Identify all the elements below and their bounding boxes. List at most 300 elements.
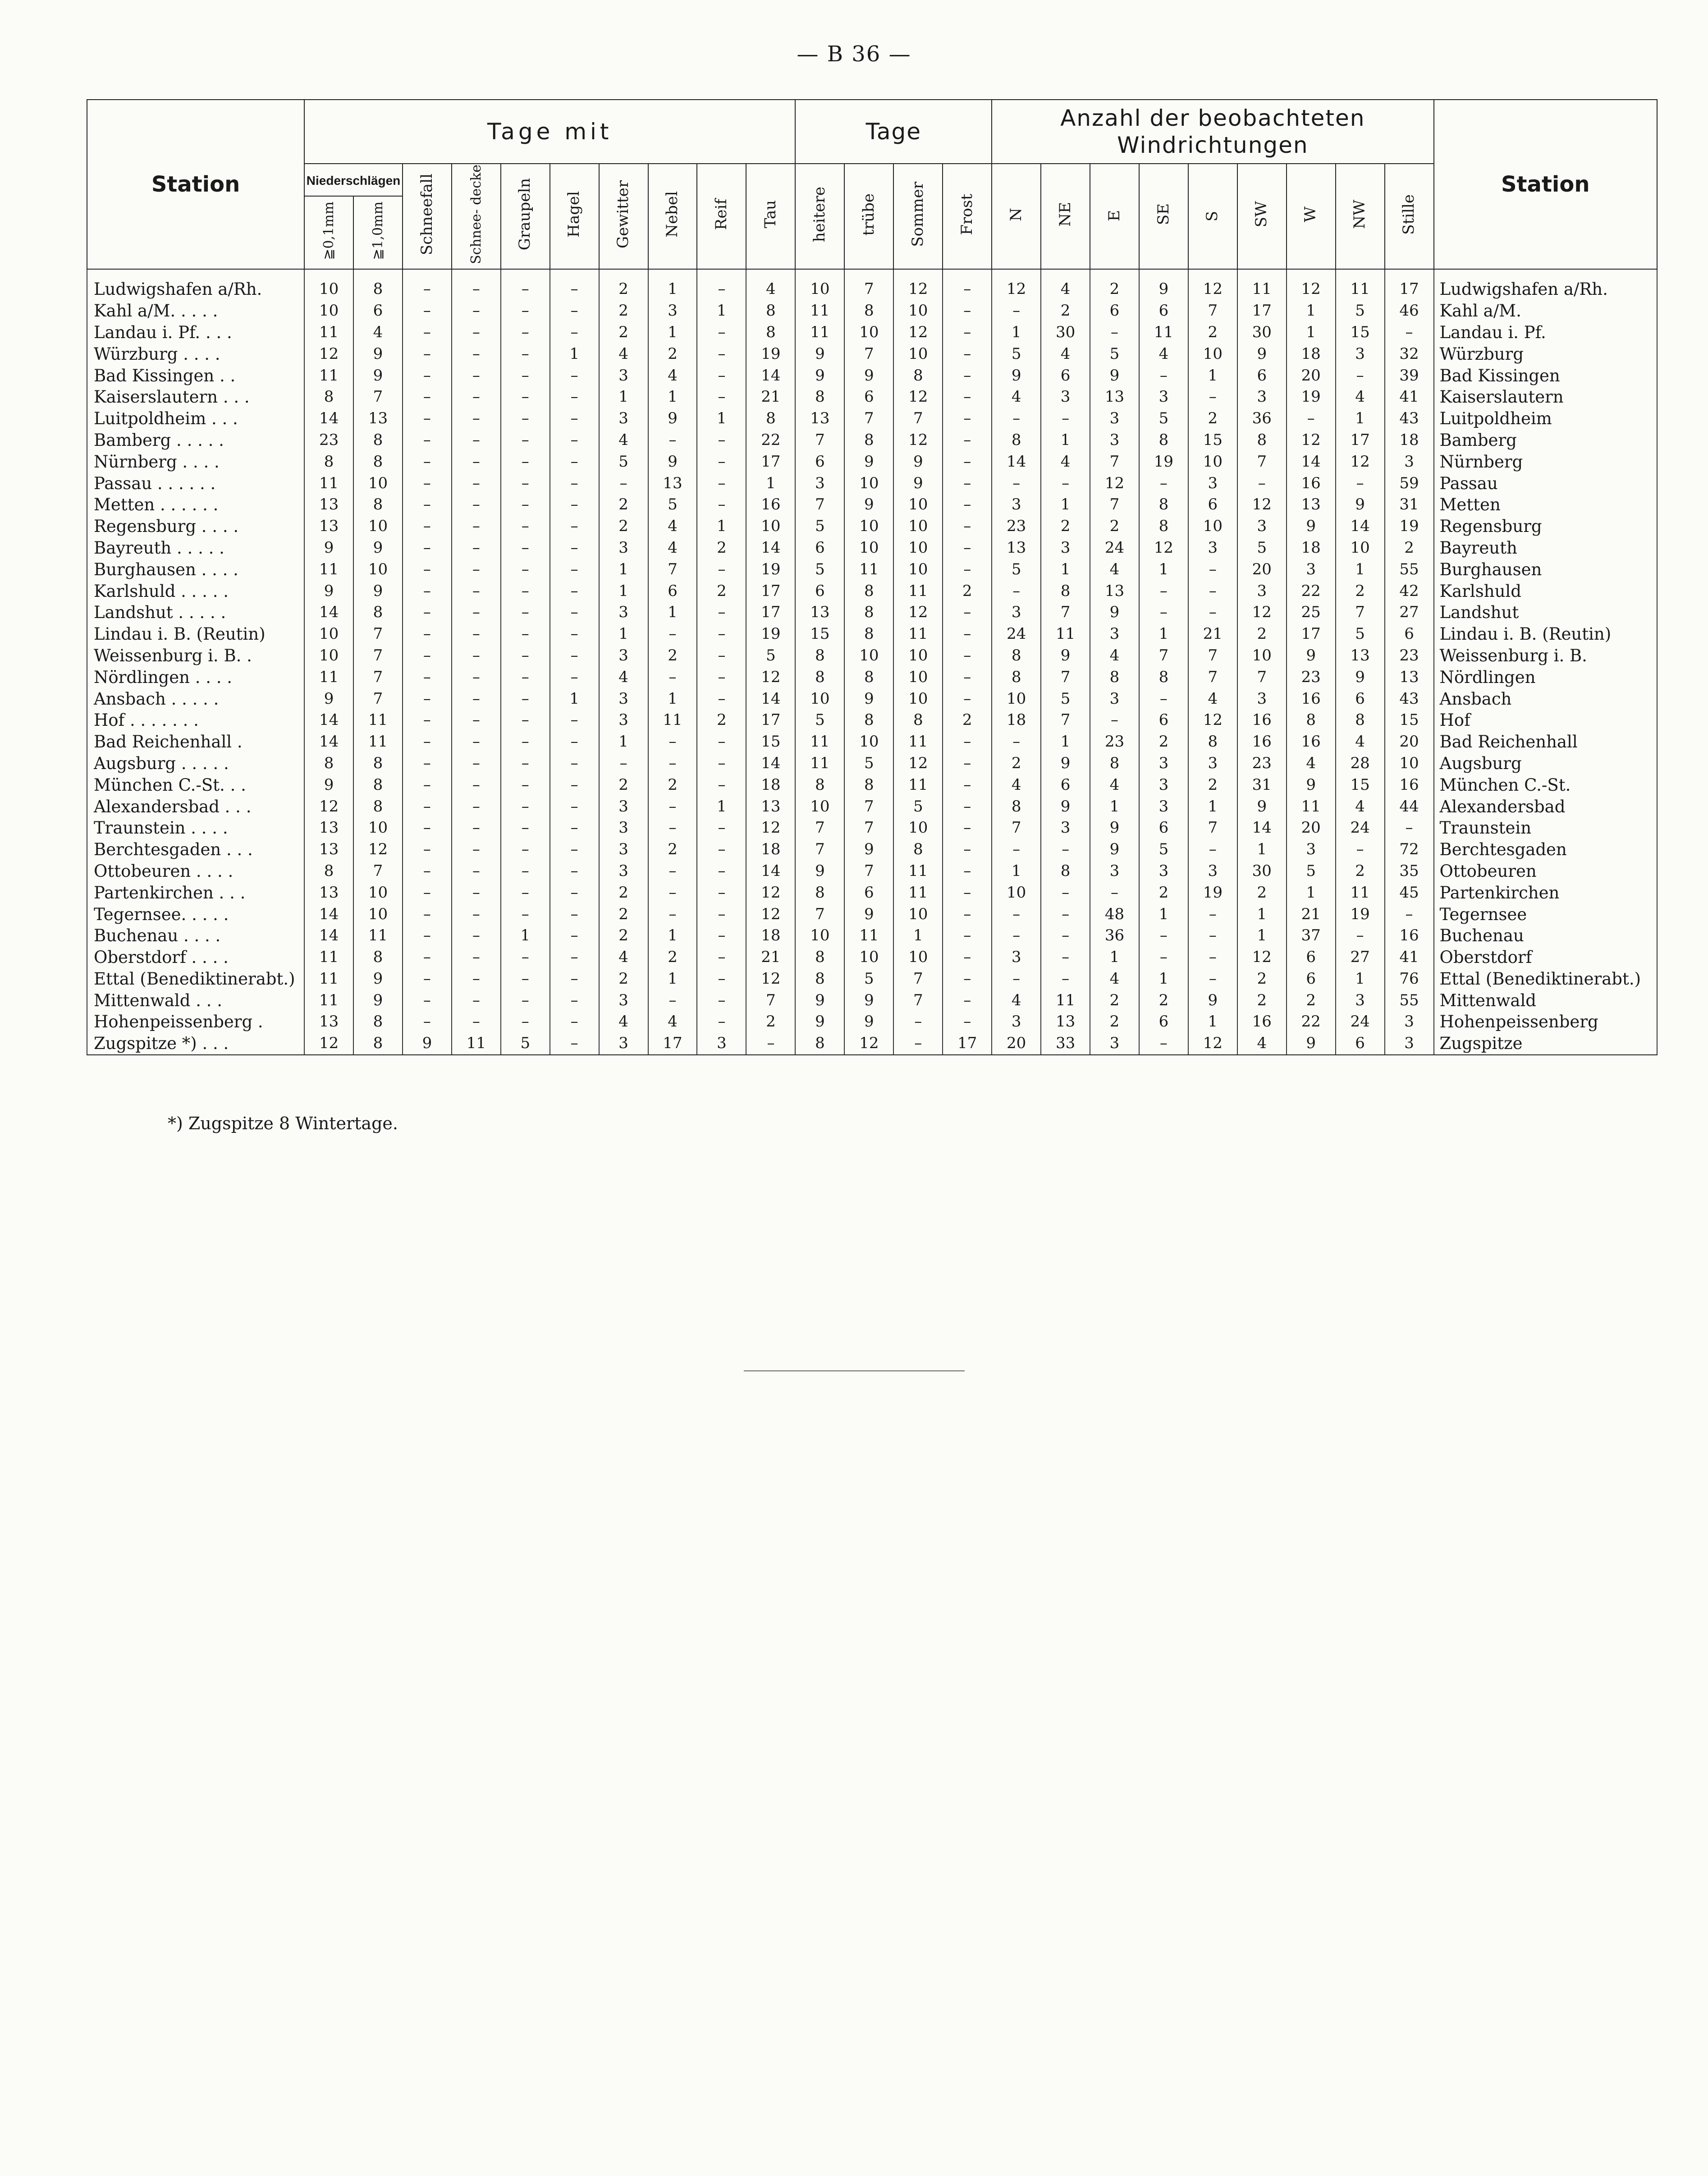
table-cell: 1 — [599, 580, 648, 602]
table-cell: 4 — [599, 430, 648, 451]
table-cell: 72 — [1385, 839, 1434, 861]
table-cell: 2 — [1041, 300, 1090, 322]
table-cell: – — [697, 903, 746, 925]
station-name-right: Tegernsee — [1434, 903, 1657, 925]
table-cell: – — [501, 796, 550, 817]
table-cell: – — [943, 602, 992, 623]
table-cell: 11 — [893, 731, 943, 753]
table-cell: 2 — [1090, 516, 1139, 537]
table-cell: 8 — [304, 386, 353, 408]
table-cell: 23 — [304, 430, 353, 451]
table-cell: 6 — [1287, 968, 1336, 990]
station-name: Bad Kissingen . . — [87, 365, 304, 386]
table-cell: 3 — [599, 602, 648, 623]
station-name: Nürnberg . . . . — [87, 451, 304, 472]
table-cell: 8 — [992, 430, 1041, 451]
table-cell: 3 — [1237, 580, 1287, 602]
table-cell: 2 — [1090, 1011, 1139, 1033]
table-row — [87, 753, 1657, 774]
table-cell: – — [501, 839, 550, 861]
table-cell: 43 — [1385, 408, 1434, 430]
table-cell: 17 — [943, 1033, 992, 1055]
table-cell: – — [992, 408, 1041, 430]
station-name-right: Bad Reichenhall — [1434, 731, 1657, 753]
table-cell: 15 — [1336, 322, 1385, 344]
table-cell: 24 — [1336, 1011, 1385, 1033]
station-name: Burghausen . . . . — [87, 559, 304, 580]
table-cell: 10 — [353, 559, 403, 580]
table-cell: 11 — [1287, 796, 1336, 817]
table-cell: – — [550, 1033, 599, 1055]
table-cell: 10 — [1336, 537, 1385, 559]
table-cell: 21 — [1287, 903, 1336, 925]
table-cell: 8 — [1139, 666, 1188, 688]
table-cell: 17 — [1336, 430, 1385, 451]
table-cell: 1 — [1041, 731, 1090, 753]
table-cell: 7 — [1041, 710, 1090, 731]
table-cell: – — [550, 322, 599, 344]
table-row — [87, 451, 1657, 472]
table-cell: 6 — [1041, 774, 1090, 796]
table-cell: 45 — [1385, 882, 1434, 903]
table-cell: 9 — [1237, 796, 1287, 817]
table-cell: 23 — [1237, 753, 1287, 774]
table-cell: 13 — [1041, 1011, 1090, 1033]
table-cell: 12 — [893, 322, 943, 344]
table-cell: 12 — [1237, 602, 1287, 623]
table-cell: 8 — [746, 300, 795, 322]
table-row — [87, 1011, 1657, 1033]
table-cell: 10 — [893, 494, 943, 516]
table-cell: 19 — [1385, 516, 1434, 537]
table-cell: – — [452, 903, 501, 925]
table-cell: – — [452, 300, 501, 322]
table-row — [87, 559, 1657, 580]
table-cell: 7 — [353, 666, 403, 688]
table-cell: 4 — [1287, 753, 1336, 774]
table-cell: 8 — [844, 300, 893, 322]
table-cell: 16 — [1237, 1011, 1287, 1033]
table-cell: 1 — [746, 472, 795, 494]
table-cell: – — [501, 300, 550, 322]
table-cell: – — [403, 666, 452, 688]
table-cell: – — [992, 968, 1041, 990]
table-cell: 4 — [648, 1011, 697, 1033]
table-cell: – — [501, 947, 550, 968]
table-cell: – — [1237, 472, 1287, 494]
table-cell: 12 — [992, 269, 1041, 300]
table-cell: 12 — [893, 753, 943, 774]
table-cell: 3 — [697, 1033, 746, 1055]
table-cell: – — [403, 925, 452, 947]
table-cell: 2 — [992, 753, 1041, 774]
station-name-right: Traunstein — [1434, 817, 1657, 839]
page-number: — B 36 — — [797, 41, 911, 67]
table-cell: 8 — [1041, 580, 1090, 602]
table-cell: 12 — [1237, 494, 1287, 516]
table-cell: – — [697, 365, 746, 386]
table-cell: – — [1041, 408, 1090, 430]
table-cell: – — [1139, 947, 1188, 968]
station-name-right: Bad Kissingen — [1434, 365, 1657, 386]
table-cell: – — [501, 537, 550, 559]
table-cell: 2 — [943, 710, 992, 731]
table-cell: 9 — [1336, 494, 1385, 516]
table-cell: 5 — [1336, 623, 1385, 645]
table-cell: 2 — [1287, 990, 1336, 1011]
heitere-header: heitere — [795, 164, 844, 269]
table-cell: – — [1336, 839, 1385, 861]
table-cell: – — [550, 451, 599, 472]
table-cell: 13 — [304, 882, 353, 903]
table-row — [87, 903, 1657, 925]
table-cell: 9 — [1090, 839, 1139, 861]
table-cell: 14 — [746, 365, 795, 386]
table-cell: 10 — [893, 903, 943, 925]
table-cell: – — [501, 753, 550, 774]
table-cell: 20 — [992, 1033, 1041, 1055]
table-cell: – — [697, 688, 746, 710]
table-cell: 2 — [1237, 990, 1287, 1011]
table-cell: – — [697, 451, 746, 472]
table-cell: 13 — [304, 839, 353, 861]
table-cell: 14 — [1336, 516, 1385, 537]
table-cell: – — [943, 516, 992, 537]
table-row — [87, 472, 1657, 494]
table-cell: 6 — [795, 451, 844, 472]
table-cell: 9 — [844, 839, 893, 861]
station-header-left: Station — [87, 100, 304, 269]
station-name-right: Weissenburg i. B. — [1434, 645, 1657, 667]
table-cell: – — [943, 990, 992, 1011]
table-cell: 5 — [1237, 537, 1287, 559]
station-name: München C.-St. . . — [87, 774, 304, 796]
table-cell: 1 — [697, 796, 746, 817]
table-cell: 1 — [1237, 839, 1287, 861]
table-cell: 6 — [1336, 688, 1385, 710]
table-cell: 2 — [648, 343, 697, 365]
station-name-right: Landau i. Pf. — [1434, 322, 1657, 344]
table-cell: 3 — [1090, 408, 1139, 430]
table-cell: 9 — [1041, 796, 1090, 817]
table-cell: 8 — [1139, 430, 1188, 451]
table-cell: 2 — [648, 947, 697, 968]
gewitter-header: Gewitter — [599, 164, 648, 269]
table-cell: 1 — [1139, 559, 1188, 580]
table-cell: 7 — [844, 796, 893, 817]
station-name: Regensburg . . . . — [87, 516, 304, 537]
table-cell: 9 — [353, 968, 403, 990]
table-cell: 10 — [304, 623, 353, 645]
table-cell: – — [992, 731, 1041, 753]
table-cell: 19 — [1287, 386, 1336, 408]
table-cell: 11 — [795, 753, 844, 774]
table-cell: 7 — [1041, 602, 1090, 623]
table-cell: 17 — [1237, 300, 1287, 322]
table-row — [87, 269, 1657, 300]
table-cell: – — [403, 990, 452, 1011]
weather-table-container — [87, 99, 1658, 1055]
table-cell: 6 — [1139, 710, 1188, 731]
table-cell: 9 — [844, 451, 893, 472]
table-cell: – — [501, 559, 550, 580]
table-cell: 12 — [1139, 537, 1188, 559]
table-cell: 7 — [1188, 666, 1237, 688]
table-cell: – — [452, 710, 501, 731]
table-cell: 3 — [1385, 451, 1434, 472]
table-cell: – — [403, 623, 452, 645]
station-name: Oberstdorf . . . . — [87, 947, 304, 968]
table-cell: – — [943, 774, 992, 796]
table-cell: 8 — [1188, 731, 1237, 753]
table-cell: 7 — [893, 990, 943, 1011]
table-cell: – — [943, 882, 992, 903]
table-cell: – — [992, 300, 1041, 322]
table-cell: 42 — [1385, 580, 1434, 602]
table-cell: 9 — [844, 1011, 893, 1033]
table-cell: 3 — [599, 990, 648, 1011]
station-name: Nördlingen . . . . — [87, 666, 304, 688]
table-cell: 12 — [893, 269, 943, 300]
table-cell: – — [501, 365, 550, 386]
reif-header: Reif — [697, 164, 746, 269]
table-cell: 10 — [795, 269, 844, 300]
table-cell: 17 — [746, 710, 795, 731]
station-name: Tegernsee. . . . . — [87, 903, 304, 925]
table-cell: 5 — [1287, 861, 1336, 882]
table-cell: 5 — [844, 968, 893, 990]
table-cell: 55 — [1385, 990, 1434, 1011]
table-cell: 2 — [1139, 882, 1188, 903]
table-cell: 1 — [1336, 559, 1385, 580]
table-cell: 13 — [1090, 580, 1139, 602]
table-cell: 6 — [1237, 365, 1287, 386]
table-cell: – — [452, 559, 501, 580]
table-cell: 9 — [304, 688, 353, 710]
table-cell: – — [943, 386, 992, 408]
table-cell: 11 — [304, 968, 353, 990]
table-row — [87, 817, 1657, 839]
station-name-right: Ettal (Benediktinerabt.) — [1434, 968, 1657, 990]
table-cell: 7 — [746, 990, 795, 1011]
table-cell: – — [550, 602, 599, 623]
table-cell: 3 — [599, 817, 648, 839]
table-cell: – — [648, 623, 697, 645]
table-cell: – — [403, 710, 452, 731]
table-cell: 4 — [353, 322, 403, 344]
table-cell: 11 — [353, 925, 403, 947]
table-cell: 12 — [1188, 269, 1237, 300]
table-cell: 3 — [1090, 688, 1139, 710]
table-cell: – — [648, 753, 697, 774]
table-cell: – — [550, 882, 599, 903]
table-cell: 10 — [844, 645, 893, 667]
station-name: Ettal (Benediktinerabt.) — [87, 968, 304, 990]
table-cell: 10 — [893, 300, 943, 322]
table-cell: 10 — [893, 537, 943, 559]
table-cell: 14 — [746, 688, 795, 710]
table-cell: 3 — [1188, 537, 1237, 559]
frost-header: Frost — [943, 164, 992, 269]
table-cell: 11 — [304, 559, 353, 580]
station-name-right: Metten — [1434, 494, 1657, 516]
table-cell: 3 — [599, 537, 648, 559]
graupeln-header: Graupeln — [501, 164, 550, 269]
table-cell: 6 — [1139, 300, 1188, 322]
table-cell: – — [550, 365, 599, 386]
table-cell: 2 — [599, 322, 648, 344]
table-cell: – — [403, 817, 452, 839]
stille-header: Stille — [1385, 164, 1434, 269]
station-name-right: Nördlingen — [1434, 666, 1657, 688]
table-cell: 8 — [844, 710, 893, 731]
table-cell: 6 — [844, 882, 893, 903]
table-cell: 10 — [304, 269, 353, 300]
table-cell: – — [501, 688, 550, 710]
table-cell: 4 — [1237, 1033, 1287, 1055]
table-cell: 3 — [1385, 1033, 1434, 1055]
station-name-right: Oberstdorf — [1434, 947, 1657, 968]
table-cell: 2 — [648, 774, 697, 796]
table-cell: 7 — [893, 968, 943, 990]
table-cell: – — [452, 580, 501, 602]
table-cell: 9 — [648, 451, 697, 472]
nebel-header: Nebel — [648, 164, 697, 269]
table-cell: – — [403, 451, 452, 472]
table-cell: 2 — [1336, 580, 1385, 602]
table-cell: 7 — [1041, 666, 1090, 688]
table-cell: 12 — [1287, 430, 1336, 451]
table-cell: – — [403, 559, 452, 580]
table-cell: – — [1336, 925, 1385, 947]
table-cell: 6 — [353, 300, 403, 322]
table-cell: – — [550, 861, 599, 882]
station-name: Karlshuld . . . . . — [87, 580, 304, 602]
table-cell: – — [648, 990, 697, 1011]
table-cell: – — [943, 968, 992, 990]
table-cell: – — [501, 645, 550, 667]
table-cell: 4 — [1090, 774, 1139, 796]
table-cell: – — [550, 269, 599, 300]
table-cell: 11 — [304, 666, 353, 688]
schneefall-header: Schneefall — [403, 164, 452, 269]
table-cell: 12 — [1188, 1033, 1237, 1055]
station-name: Augsburg . . . . . — [87, 753, 304, 774]
table-cell: – — [452, 516, 501, 537]
table-cell: 9 — [1336, 666, 1385, 688]
table-cell: 11 — [1336, 269, 1385, 300]
table-cell: 6 — [1139, 1011, 1188, 1033]
table-cell: – — [550, 494, 599, 516]
table-cell: 12 — [353, 839, 403, 861]
table-cell: 4 — [599, 666, 648, 688]
table-cell: 8 — [1139, 516, 1188, 537]
table-cell: 3 — [1385, 1011, 1434, 1033]
table-cell: 7 — [1237, 666, 1287, 688]
table-cell: 8 — [844, 580, 893, 602]
station-name: Alexandersbad . . . — [87, 796, 304, 817]
table-cell: 1 — [1188, 1011, 1237, 1033]
table-cell: – — [550, 903, 599, 925]
table-cell: 7 — [795, 839, 844, 861]
table-cell: 21 — [1188, 623, 1237, 645]
table-cell: – — [452, 774, 501, 796]
table-cell: – — [403, 516, 452, 537]
table-cell: 9 — [1188, 990, 1237, 1011]
table-cell: – — [1188, 602, 1237, 623]
table-cell: 9 — [1041, 753, 1090, 774]
station-name-right: Passau — [1434, 472, 1657, 494]
table-row — [87, 365, 1657, 386]
table-cell: – — [1139, 688, 1188, 710]
table-cell: 2 — [648, 839, 697, 861]
table-cell: 8 — [353, 1033, 403, 1055]
table-cell: – — [943, 494, 992, 516]
table-row — [87, 774, 1657, 796]
station-name-right: Ansbach — [1434, 688, 1657, 710]
table-cell: 12 — [893, 430, 943, 451]
table-cell: 12 — [893, 386, 943, 408]
table-row — [87, 861, 1657, 882]
table-cell: 11 — [893, 623, 943, 645]
table-row — [87, 990, 1657, 1011]
table-cell: 14 — [746, 861, 795, 882]
table-cell: – — [403, 494, 452, 516]
table-cell: 7 — [844, 861, 893, 882]
table-cell: 3 — [992, 1011, 1041, 1033]
station-name-right: Zugspitze — [1434, 1033, 1657, 1055]
table-cell: – — [697, 839, 746, 861]
table-cell: 3 — [1139, 386, 1188, 408]
table-cell: 13 — [795, 602, 844, 623]
table-cell: 16 — [1237, 710, 1287, 731]
table-row — [87, 925, 1657, 947]
station-header-right: Station — [1434, 100, 1657, 269]
table-cell: 22 — [746, 430, 795, 451]
table-cell: – — [452, 343, 501, 365]
table-cell: 7 — [844, 408, 893, 430]
table-cell: 10 — [1385, 753, 1434, 774]
table-cell: – — [452, 882, 501, 903]
station-name: Würzburg . . . . — [87, 343, 304, 365]
table-cell: 2 — [1090, 269, 1139, 300]
schneedecke-header: Schnee- decke — [452, 164, 501, 269]
wind-nw-header: NW — [1336, 164, 1385, 269]
table-cell: 5 — [795, 710, 844, 731]
table-cell: 8 — [353, 1011, 403, 1033]
table-cell: – — [943, 861, 992, 882]
table-cell: 8 — [992, 796, 1041, 817]
table-cell: 22 — [1287, 580, 1336, 602]
table-cell: 10 — [893, 688, 943, 710]
table-cell: – — [452, 623, 501, 645]
station-name: Berchtesgaden . . . — [87, 839, 304, 861]
table-cell: 10 — [893, 559, 943, 580]
table-cell: – — [452, 537, 501, 559]
table-cell: 12 — [1188, 710, 1237, 731]
station-name: Kahl a/M. . . . . — [87, 300, 304, 322]
table-row — [87, 947, 1657, 968]
table-cell: 4 — [599, 947, 648, 968]
wind-se-header: SE — [1139, 164, 1188, 269]
table-cell: 11 — [844, 925, 893, 947]
table-cell: 55 — [1385, 559, 1434, 580]
table-cell: 1 — [599, 623, 648, 645]
table-cell: 3 — [1041, 817, 1090, 839]
table-cell: 2 — [746, 1011, 795, 1033]
table-cell: 48 — [1090, 903, 1139, 925]
table-cell: – — [452, 408, 501, 430]
